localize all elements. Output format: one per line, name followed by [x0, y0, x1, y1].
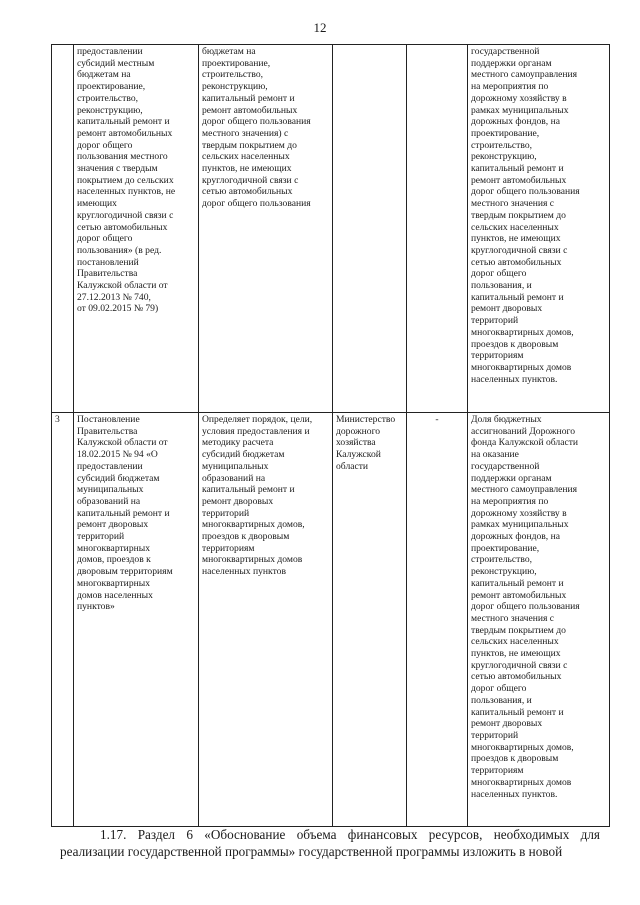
- executor-cell: [333, 45, 407, 413]
- term-cell: [407, 45, 468, 413]
- indicator-cell: государственной поддержки органам местного самоуправления на мероприятия по дорожному хозяйству в рамках муниципальных дорожных фондов, на проектирование, строительство, реконструкцию, капитальный ремонт и ремонт автомобильных дорог общего пользования местного значения с твердым покрытием до сельских населенных пунктов, не имеющих круглогодичной связи с сетью автомобильных дорог общего пользования, и капитальный ремонт и ремонт дворовых территорий многоквартирных домов, проездов к дворовым территориям многоквартирных домов населенных пунктов.: [468, 45, 610, 413]
- table-row: [52, 45, 610, 413]
- act-name-cell: Постановление Правительства Калужской области от 18.02.2015 № 94 «О предоставлении субсидий бюджетам муниципальных образований на капитальный ремонт и ремонт дворовых территорий многоквартирных домов, проездов к дворовым территориям многоквартирных домов населенных пунктов»: [74, 413, 199, 827]
- page-number: 12: [313, 20, 327, 35]
- paragraph-line: 1.17. Раздел 6 «Обоснование объема финансовых ресурсов, необходимых для: [100, 827, 600, 842]
- table-row: [52, 413, 610, 827]
- act-name-cell: предоставлении субсидий местным бюджетам на проектирование, строительство, реконструкцию, капитальный ремонт и ремонт автомобильных дорог общего пользования местного значения с твердым покрытием до сельских населенных пунктов, не имеющих круглогодичной связи с сетью автомобильных дорог общего пользования» (в ред. постановлений Правительства Калужской области от 27.12.2013 № 740, от 09.02.2015 № 79): [74, 45, 199, 413]
- programs-table: [51, 44, 610, 827]
- amendment-paragraph: [60, 826, 600, 860]
- indicator-cell: Доля бюджетных ассигнований Дорожного фонда Калужской области на оказание государственной поддержки органам местного самоуправления на мероприятия по дорожному хозяйству в рамках муниципальных дорожных фондов, на проектирование, строительство, реконструкцию, капитальный ремонт и ремонт автомобильных дорог общего пользования местного значения с твердым покрытием до сельских населенных пунктов, не имеющих круглогодичной связи с сетью автомобильных дорог общего пользования, и капитальный ремонт и ремонт дворовых территорий многоквартирных домов, проездов к дворовым территориям многоквартирных домов населенных пунктов.: [468, 413, 610, 827]
- row-number: [52, 45, 74, 413]
- act-content-cell: бюджетам на проектирование, строительство, реконструкцию, капитальный ремонт и ремонт автомобильных дорог общего пользования местного значения) с твердым покрытием до сельских населенных пунктов, не имеющих круглогодичной связи с сетью автомобильных дорог общего пользования: [199, 45, 333, 413]
- paragraph-line: реализации государственной программы» государственной программы изложить в новой: [60, 844, 563, 860]
- act-content-cell: Определяет порядок, цели, условия предоставления и методику расчета субсидий бюджетам муниципальных образований на капитальный ремонт и ремонт дворовых территорий многоквартирных домов, проездов к дворовым территориям многоквартирных домов населенных пунктов: [199, 413, 333, 827]
- row-number: 3: [52, 413, 74, 827]
- executor-cell: Министерство дорожного хозяйства Калужской области: [333, 413, 407, 827]
- term-cell: -: [407, 413, 468, 827]
